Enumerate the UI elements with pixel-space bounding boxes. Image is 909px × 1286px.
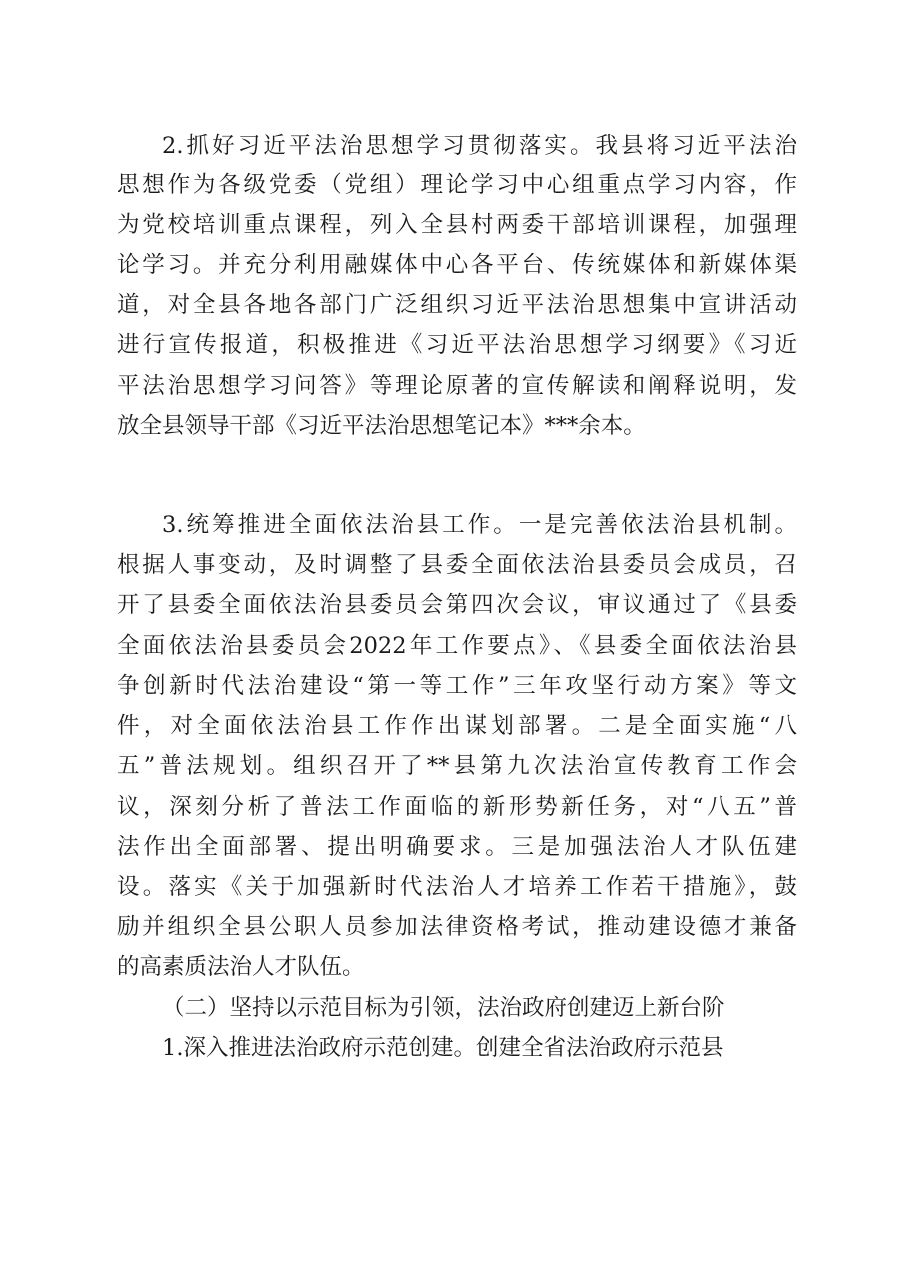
paragraph-line: 根据人事变动，及时调整了县委全面依法治县委员会成员，召 — [117, 552, 797, 578]
paragraph-line: 1.深入推进法治政府示范创建。创建全省法治政府示范县 — [162, 1035, 724, 1061]
paragraph-line: 的高素质法治人才队伍。 — [117, 954, 365, 980]
paragraph-line: 进行宣传报道，积极推进《习近平法治思想学习纲要》《习近 — [117, 332, 797, 358]
paragraph-line: 放全县领导干部《习近平法治思想笔记本》***余本。 — [117, 413, 646, 439]
paragraph-line: 论学习。并充分利用融媒体中心各平台、传统媒体和新媒体渠 — [117, 252, 797, 278]
paragraph-line: 议，深刻分析了普法工作面临的新形势新任务，对“八五”普 — [117, 794, 797, 820]
paragraph-line: 平法治思想学习问答》等理论原著的宣传解读和阐释说明，发 — [117, 373, 797, 399]
paragraph-line: 全面依法治县委员会2022年工作要点》、《县委全面依法治县 — [117, 633, 797, 659]
paragraph-line: 开了县委全面依法治县委员会第四次会议，审议通过了《县委 — [117, 592, 797, 618]
paragraph-line: 五”普法规划。组织召开了**县第九次法治宣传教育工作会 — [117, 753, 797, 779]
paragraph-line: 励并组织全县公职人员参加法律资格考试，推动建设德才兼备 — [117, 914, 797, 940]
paragraph-line: 争创新时代法治建设“第一等工作”三年攻坚行动方案》等文 — [117, 673, 797, 699]
paragraph-line: 3.统筹推进全面依法治县工作。一是完善依法治县机制。 — [162, 512, 797, 538]
paragraph-line: 为党校培训重点课程，列入全县村两委干部培训课程，加强理 — [117, 212, 797, 238]
paragraph-line: 思想作为各级党委（党组）理论学习中心组重点学习内容，作 — [117, 172, 797, 198]
paragraph-line: 件，对全面依法治县工作作出谋划部署。二是全面实施“八 — [117, 713, 797, 739]
paragraph-line: 2.抓好习近平法治思想学习贯彻落实。我县将习近平法治 — [162, 133, 797, 159]
section-heading: （二）坚持以示范目标为引领，法治政府创建迈上新台阶 — [162, 995, 725, 1021]
paragraph-line: 法作出全面部署、提出明确要求。三是加强法治人才队伍建 — [117, 834, 797, 860]
paragraph-line: 道，对全县各地各部门广泛组织习近平法治思想集中宣讲活动 — [117, 292, 797, 318]
paragraph-line: 设。落实《关于加强新时代法治人才培养工作若干措施》，鼓 — [117, 874, 797, 900]
